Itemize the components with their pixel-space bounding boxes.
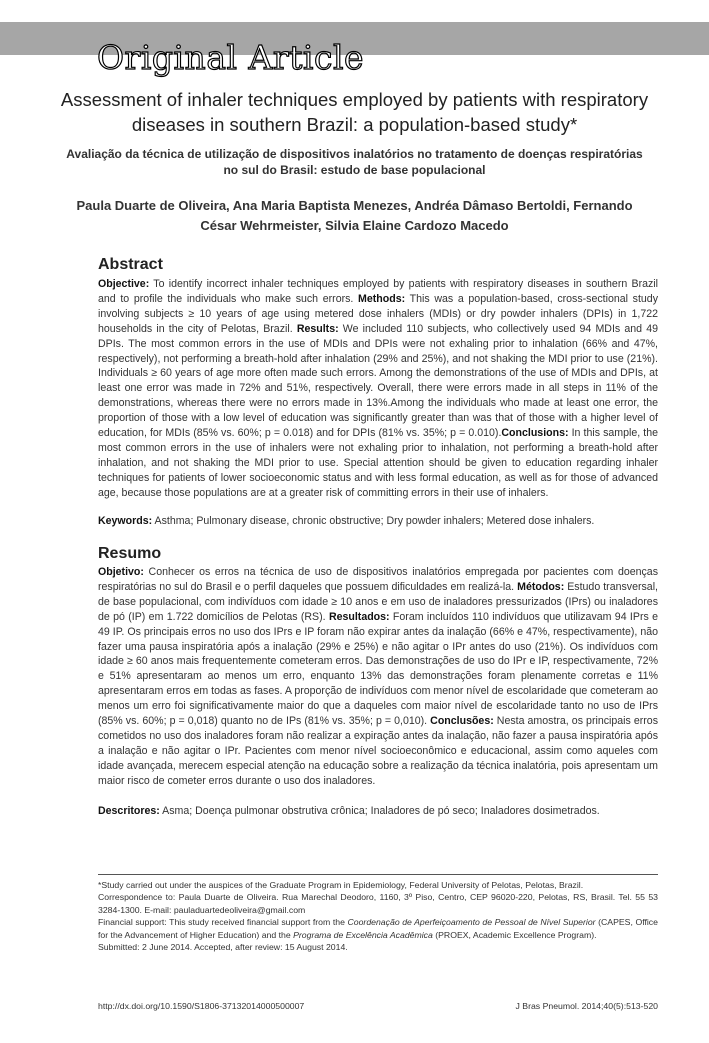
descritores <box>98 804 658 819</box>
resultados-label: Resultados: <box>328 610 390 623</box>
metodos-label: Métodos: <box>517 580 565 593</box>
proex-name: Programa de Excelência Acadêmica <box>293 929 433 940</box>
page-footer <box>98 1001 658 1011</box>
keywords-label: Keywords: <box>98 515 153 527</box>
methods-text: This was a population-based, cross-sectional study involving subjects ≥ 10 years of age using metered dose inhalers (MDIs) or dry powder inhalers (DPIs) in 1,722 households in the city of Pelotas, Brazil. <box>98 292 658 335</box>
results-text: We included 110 subjects, who collectively used 94 MDIs and 49 DPIs. The most common errors in the use of MDIs and DPIs were not exhaling prior to inhalation (66% and 47%, respectively), not performing a breath-hold after inhalation (29% and 25%), and not shaking the MDI prior to use (21%). Individuals ≥ 60 years of age more often made such errors. Among the demonstrations of the use of MDIs and DPIs, at least one error was made in 72% and 51%, respectively. Overall, there were errors made in all steps in 11% of the demonstrations, whereas there were no errors made in 13%.Among the individuals who made at least one error, the proportion of those with a low level of education was significantly greater than was that of those with a higher level of education, for MDIs (85% vs. 60%; p = 0.018) and for DPIs (81% vs. 35%; p = 0.010). <box>98 322 658 440</box>
financial-prefix: Financial support: This study received financial support from the <box>98 917 348 928</box>
footnote-submitted: Submitted: 2 June 2014. Accepted, after review: 15 August 2014. <box>98 942 348 953</box>
keywords <box>98 514 658 529</box>
abstract-body <box>98 277 658 501</box>
conclusoes-label: Conclusões: <box>430 715 494 728</box>
descritores-label: Descritores: <box>98 805 160 817</box>
results-label: Results: <box>296 322 339 335</box>
conclusions-label: Conclusions: <box>501 427 569 440</box>
section-label: Original Article <box>97 38 365 77</box>
footnote-correspondence: Correspondence to: Paula Duarte de Oliveira. Rua Marechal Deodoro, 1160, 3º Piso, Centro, CEP 96020-220, Pelotas, RS, Brasil. Tel. 55 53 3284-1300. E-mail: pauladuartedeoliveira@gmail.com <box>98 892 658 915</box>
footnote-divider <box>98 874 658 875</box>
objective-label: Objective: <box>98 278 150 290</box>
journal-citation: J Bras Pneumol. 2014;40(5):513-520 <box>515 1001 658 1011</box>
doi-link[interactable]: http://dx.doi.org/10.1590/S1806-37132014000500007 <box>98 1001 305 1011</box>
author-list: Paula Duarte de Oliveira, Ana Maria Baptista Menezes, Andréa Dâmaso Bertoldi, Fernando César Wehrmeister, Silvia Elaine Cardozo Macedo <box>76 198 633 233</box>
resumo-heading: Resumo <box>98 545 162 562</box>
objetivo-text: Conhecer os erros na técnica de uso de dispositivos inalatórios empregada por pacientes com doenças respiratórias no sul do Brasil e o perfil daqueles que possuem dificuldades em realizá-la. <box>98 566 658 593</box>
resumo-body <box>98 565 658 789</box>
metodos-text: Estudo transversal, de base populacional, com indivíduos com idade ≥ 10 anos e em uso de inaladores pressurizados (IPrs) ou inaladores de pó (IP) em 1.722 domicílios de Pelotas (RS). <box>98 580 658 623</box>
resultados-text: Foram incluídos 110 indivíduos que utilizavam 94 IPrs e 49 IP. Os principais erros no uso dos IPrs e IP foram não expirar antes da inalação (66% e 47%, respectivamente), não fazer uma pausa inspiratória após a inalação (29% e 25%) e não agitar o IPr antes do uso (21%). Os indivíduos com idade ≥ 60 anos mais frequentemente cometeram erros. Das demonstrações de uso do IPr e IP, respectivamente, 72% e 51% apresentaram ao menos um erro, enquanto 13% das demonstrações foram plenamente corretas e 11% apresentaram erros em todas as fases. A proporção de indivíduos com menor nível de escolaridade que cometeram ao menos um erro foi significativamente maior do que a daqueles com maior nível de escolaridade tanto no uso de IPrs (85% vs. 60%; p = 0,018) quanto no de IPs (81% vs. 35%; p = 0,010). <box>98 610 659 728</box>
footnotes <box>98 879 658 953</box>
conclusoes-text: Nesta amostra, os principais erros cometidos no uso dos inaladores foram não realizar a expiração antes da inalação, não fazer a pausa inspiratória após a inalação e não agitar o IPr. Pacientes com menor nível socioeconômico e educacional, assim como aqueles com idade avançada, merecem especial atenção na educação sobre a realização da técnica inalatória, pois apresentam um maior risco de cometer erros durante o uso dos inaladores. <box>98 715 658 787</box>
financial-mid: (CAPES, Office for the Advancement of Higher Education) and the <box>98 917 658 940</box>
abstract-heading: Abstract <box>98 256 163 273</box>
section-banner <box>0 22 709 77</box>
objective-text: To identify incorrect inhaler techniques employed by patients with respiratory diseases in southern Brazil and to profile the individuals who make such errors. <box>98 278 658 305</box>
article-title: Assessment of inhaler techniques employed by patients with respiratory diseases in southern Brazil: a population-based study* <box>60 89 649 135</box>
capes-name: Coordenação de Aperfeiçoamento de Pessoal de Nível Superior <box>347 917 596 928</box>
objetivo-label: Objetivo: <box>98 566 144 578</box>
keywords-text: Asthma; Pulmonary disease, chronic obstructive; Dry powder inhalers; Metered dose inhalers. <box>152 515 595 527</box>
footnote-financial <box>98 916 658 941</box>
descritores-text: Asma; Doença pulmonar obstrutiva crônica; Inaladores de pó seco; Inaladores dosimetrados. <box>159 805 600 817</box>
article-subtitle-portuguese: Avaliação da técnica de utilização de dispositivos inalatórios no tratamento de doenças respiratórias no sul do Brasil: estudo de base populacional <box>66 147 643 177</box>
footnote-study: *Study carried out under the auspices of the Graduate Program in Epidemiology, Federal University of Pelotas, Pelotas, Brazil. <box>98 880 584 890</box>
conclusions-text: In this sample, the most common errors in the use of inhalers were not exhaling prior to inhalation, not performing a breath-hold after inhalation, and not shaking the MDI prior to use. Special attention should be given to education regarding inhaler techniques for patients of lower socioeconomic status and with less formal education, as well as for those of advanced age, because those populations are at a greater risk of committing errors in their use of inhalers. <box>98 427 658 499</box>
financial-suffix: (PROEX, Academic Excellence Program). <box>432 929 597 940</box>
methods-label: Methods: <box>358 292 406 305</box>
